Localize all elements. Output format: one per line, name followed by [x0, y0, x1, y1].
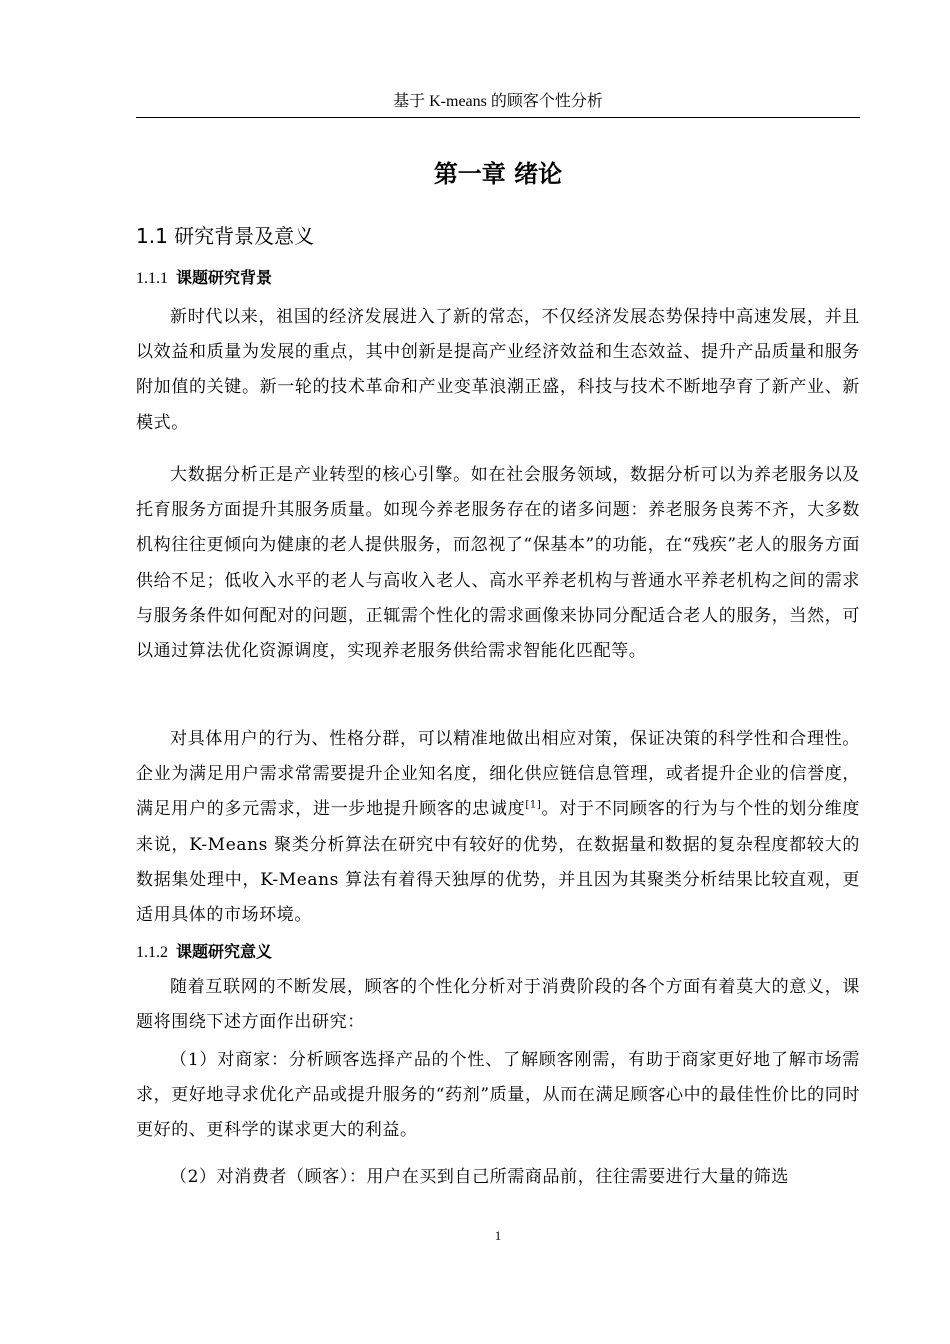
paragraph-3-part-a: 对具体用户的行为、性格分群，可以精准地做出相应对策，保证决策的科学性和合理性。企业为满足用户需求常需要提升企业知名度，细化供应链信息管理，或者提升企业的信誉度，满足用户的多元需求，进一步地提升顾客的忠诚度 — [136, 729, 860, 820]
section-heading: 1.1 研究背景及意义 — [136, 224, 315, 248]
paragraph-3 — [136, 722, 860, 933]
subsection-title: 课题研究意义 — [176, 942, 273, 961]
paragraph-1: 新时代以来，祖国的经济发展进入了新的常态，不仅经济发展态势保持中高速发展，并且以效益和质量为发展的重点，其中创新是提高产业经济效益和生态效益、提升产品质量和服务附加值的关键。新一轮的技术革命和产业变革浪潮正盛，科技与技术不断地孕育了新产业、新模式。 — [136, 307, 860, 433]
subsection-heading-1 — [136, 266, 860, 291]
running-header: 基于 K-means 的顾客个性分析 — [393, 93, 603, 110]
subsection-heading-2 — [136, 940, 860, 965]
subsection-number: 1.1.1 — [136, 270, 168, 287]
citation-ref: [1] — [525, 799, 542, 811]
paragraph-5: （1）对商家：分析顾客选择产品的个性、了解顾客刚需，有助于商家更好地了解市场需求，更好地寻求优化产品或提升服务的“药剂”质量，从而在满足顾客心中的最佳性价比的同时更好的、更科学的谋求更大的利益。 — [136, 1050, 860, 1141]
paragraph-2: 大数据分析正是产业转型的核心引擎。如在社会服务领域，数据分析可以为养老服务以及托育服务方面提升其服务质量。如现今养老服务存在的诸多问题：养老服务良莠不齐，大多数机构往往更倾向为健康的老人提供服务，而忽视了“保基本”的功能，在“残疾”老人的服务方面供给不足；低收入水平的老人与高收入老人、高水平养老机构与普通水平养老机构之间的需求与服务条件如何配对的问题，正辄需个性化的需求画像来协同分配适合老人的服务，当然，可以通过算法优化资源调度，实现养老服务供给需求智能化匹配等。 — [136, 465, 860, 662]
header-rule — [136, 117, 860, 118]
page-number: 1 — [494, 1228, 502, 1243]
subsection-title: 课题研究背景 — [176, 268, 273, 287]
paragraph-6: （2）对消费者（顾客）：用户在买到自己所需商品前，往往需要进行大量的筛选 — [170, 1167, 789, 1187]
paragraph-4: 随着互联网的不断发展，顾客的个性化分析对于消费阶段的各个方面有着莫大的意义，课题将围绕下述方面作出研究： — [136, 977, 860, 1033]
paragraph-3-part-b: 。对于不同顾客的行为与个性的划分维度来说，K-Means 聚类分析算法在研究中有较好的优势，在数据量和数据的复杂程度都较大的数据集处理中，K-Means 算法有着得天独厚的优势，并且因为其聚类分析结果比较直观，更适用具体的市场环境。 — [136, 799, 860, 926]
chapter-title: 第一章 绪论 — [433, 160, 563, 188]
subsection-number: 1.1.2 — [136, 944, 168, 961]
